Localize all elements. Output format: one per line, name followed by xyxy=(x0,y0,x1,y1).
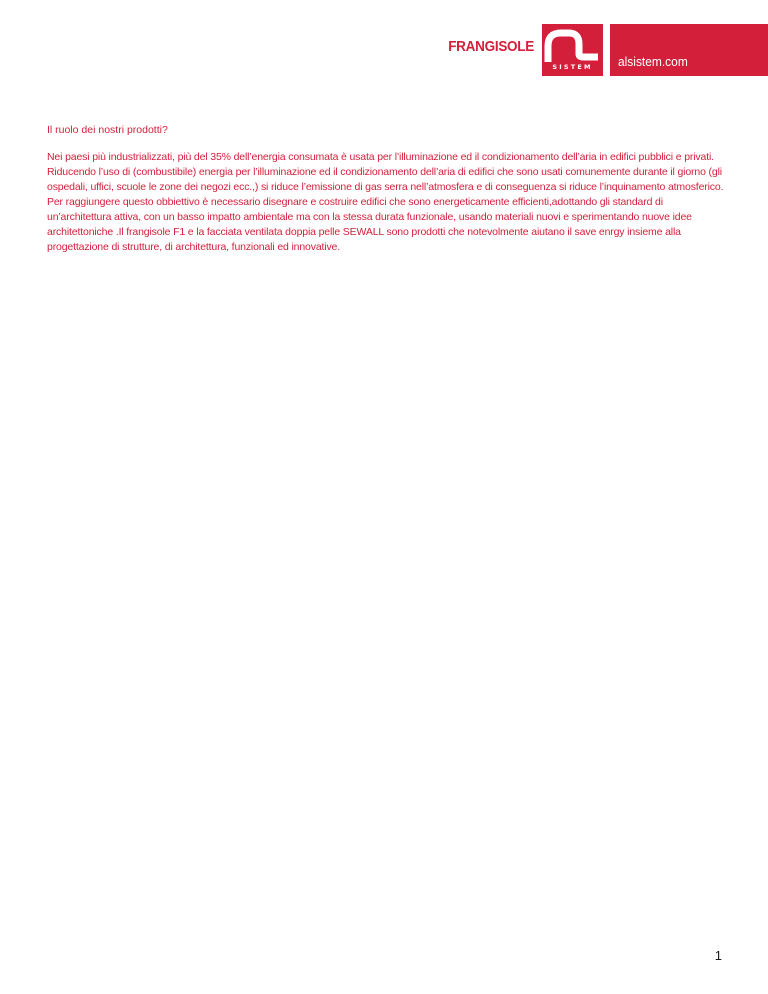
al-sistem-logo xyxy=(542,24,603,76)
section-question: Il ruolo dei nostri prodotti? xyxy=(47,124,168,136)
site-banner xyxy=(610,24,768,76)
logo-sistem-text: SISTEM xyxy=(552,63,593,71)
page-number: 1 xyxy=(714,948,722,963)
site-url: alsistem.com xyxy=(618,54,688,69)
header-title: FRANGISOLE xyxy=(448,38,534,55)
main-content xyxy=(47,124,727,255)
body-paragraph: Nei paesi più industrializzati, più del 35% dell’energia consumata è usata per l’illuminazione ed il condizionamento dell’aria in edifici pubblici e privati. Riducendo l’uso di (combustibile) energia per l’illuminazione ed il condizionamento dell’aria di edifici che sono usati comunemente durante il giorno (gli ospedali, uffici, scuole le zone dei negozi ecc.,) si riduce l’emissione di gas serra nell’atmosfera e di conseguenza si riduce l’inquinamento atmosferico. Per raggiungere questo obbiettivo è necessario disegnare e costruire edifici che sono energeticamente efficienti,adottando gli standard di un’architettura attiva, con un basso impatto ambientale ma con la stessa durata funzionale, usando materiali nuovi e sperimentando nuove idee architettoniche .Il frangisole F1 e la facciata ventilata doppia pelle SEWALL sono prodotti che notevolmente aiutano il save enrgy insieme alla progettazione di strutture, di architettura, funzionali ed innovative. xyxy=(47,151,724,253)
